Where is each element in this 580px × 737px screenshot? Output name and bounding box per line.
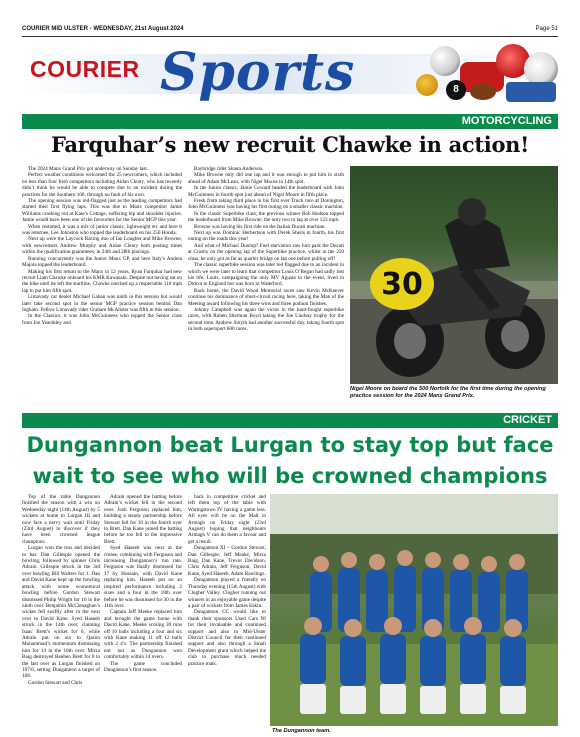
pool-ball-icon: 8 xyxy=(446,80,466,100)
article-paragraph: Dungannon XI – Gordon Stewart, Dan Gillespie, Jeff Meake, Mirza Baig, Dan Kane, Trevor Davidson, Chris Adrain, Jeff Ferguson, David Kane, Syed Haseeb, Adam Rawlings. xyxy=(188,545,266,577)
race-number: 30 xyxy=(381,267,423,302)
article-column-3 xyxy=(22,494,100,730)
article-column-4 xyxy=(104,494,182,730)
article-paragraph: Running concurrently was the Junior Manx GP, and here Italy’s Andrea Majola topped the leaderboard. xyxy=(22,255,182,269)
article-paragraph: In the classic Superbike class, the previous winner Rob Hodson topped the leaderboard from Mike Browne, the only two to lap at over 123 mph. xyxy=(188,210,344,224)
masthead-courier-logo: COURIER xyxy=(30,56,140,82)
tennis-ball-icon xyxy=(416,74,438,96)
article-column-1 xyxy=(22,166,182,411)
article-paragraph: Lurgan won the toss and decided to bat. Dan Gillespie opened the bowling, followed by spinner Chris Adrain. Gillespie struck in the 3rd over bowling Bill Walters for 1. Dan and David Kane kept up the bowling attack with some economical bowling before Gordon Stewart dismissed Philip Wright for 10 in the ninth over. Benjamin McClenaghan’s wicket fell swiftly after in the next over to David Kane. Syed Haseeb struck in the 14th over, claiming Isaac Brett’s wicket for 6, while Adrain put on six to Qasim Mohammad’s momentum dismissing him for 14 in the 10th over. Mirza Baig destroyed Reuben Brett for 0 in the last over as Lurgan finished on 107/6, setting Dungannon a target of 108. xyxy=(22,545,100,680)
golf-ball-icon xyxy=(430,46,460,76)
photo-caption-cricket: The Dungannon team. xyxy=(272,728,331,734)
article-paragraph: Making his first return to the Manx in 12 years, Ryan Farquhar had new recruit Liam Chawke onboard his KMR Kawasaki. Despite not having sat on the bike until he left the startline, Chawke notched up a respectable 110 mph lap to put him fifth spot. xyxy=(22,268,182,294)
section-bar-cricket xyxy=(22,413,558,428)
article-paragraph: The classic superbike session was later red flagged due to an incident in which we were later to learn that competitor Louis O’Regan had sadly lost his life. Louis, campaigning the only MV Agusta in the event, lived in Didcot in England but was born in Waterford. xyxy=(188,262,344,288)
article-paragraph: The game concluded Dungannon’s first season xyxy=(104,660,182,673)
article-headline-motorcycling: Farquhar’s new recruit Chawke in action! xyxy=(50,132,530,157)
masthead-sports-logo: Sports xyxy=(160,42,356,103)
article-paragraph: Perfect weather conditions welcomed the 25 newcomers, which included no less than four Irish competitors including Aidan Cleary, who has recently didn’t think he would be able to compete due to an incident during the practices for the Southern 100, through no fault of his own. xyxy=(22,172,182,198)
photo-caption-motorcycling: Nigel Moore on board the 500 Norfolk for the first time during the opening practice session for the 2024 Manx Grand Prix. xyxy=(350,386,546,399)
article-column-2 xyxy=(188,166,344,411)
article-paragraph: Back home, the David Wood Memorial races saw Kevin McKeever continue his dominance of short-circuit racing here, taking the Man of the Meeting award following his three wins and three podium finishes. xyxy=(188,287,344,307)
article-paragraph: back in competitive cricket and left them top of the table with Waringstown IV having a game less. All eyes will be on the Mall in Armagh on Friday night (23rd August) hoping that neighbours Armagh V can do them a favour and get a result. xyxy=(188,494,266,545)
article-paragraph: The 2024 Manx Grand Prix got underway on Sunday last. xyxy=(28,166,149,172)
publication-date: COURIER MID ULSTER - WEDNESDAY, 21st August 2024 xyxy=(22,26,184,32)
article-headline-cricket: Dungannon beat Lurgan to stay top but face wait to see who will be crowned champions xyxy=(26,433,554,488)
section-label: CRICKET xyxy=(503,414,552,426)
article-paragraph: Dungannon played a friendly on Thursday evening (15th August) with Clogher Valley. Clogher running out winners in an enjoyable game despite a pair of wickets from James Eakin. xyxy=(188,577,266,609)
article-paragraph: In the Junior classic, Jamie Coward headed the leaderboard with John McGuinness in fourth spot just ahead of Nigel Moore in fifth place. xyxy=(188,185,344,198)
article-paragraph: Adrain opened the batting before Adrain’s wicket fell in the second over. Josh Ferguson replaced him, building a steady partnership before Stewart fell for 10 in the fourth over to Brett. Dan Kane joined the batting before he too fell to the impressive Brett. xyxy=(104,494,182,545)
article-paragraph: Limavady car dealer Michael Gahan was ninth in this session but would later take second spot in the senior MGP practice session behind Dan Ingham. Fellow Limavady rider Graham McAlister was fifth in this session. xyxy=(22,294,182,313)
football-icon xyxy=(524,52,558,86)
header-rule xyxy=(22,36,558,37)
article-paragraph: Browne was having his first ride on the Italian Ducati machine. xyxy=(194,223,326,230)
cricket-team-photo xyxy=(270,494,558,726)
motorcycle-illustration xyxy=(350,166,558,384)
racing-car-icon xyxy=(506,82,556,102)
article-paragraph: Baybridge rider Shaun Anderson. xyxy=(194,166,264,172)
rugby-ball-icon xyxy=(470,84,496,100)
article-paragraph: When restarted, it was a mix of junior classic, lightweight etc and here it was returnee, Lee Johnston who topped the leaderboard on his 250 Honda. xyxy=(22,223,182,237)
section-bar-motorcycling xyxy=(22,114,558,129)
page-number: Page 51 xyxy=(535,26,558,32)
team-illustration xyxy=(270,494,558,726)
page-header xyxy=(22,26,558,36)
article-paragraph: Fresh from taking third place in his first ever Truck race at Donington, John McGuinness was having his first outing on a smaller classic machine. xyxy=(188,198,344,211)
article-paragraph: The opening session was red-flagged just as the leading competitors had started their first flying laps. This was due to Manx competitor Jamie Williams crashing out at Kate’s Cottage, suffering hip and shoulder injuries. Jamie would have been one of the favourites for the Senior MGP this year. xyxy=(22,198,182,224)
article-paragraph: Next up were the Laycock Racing duo of Ian Lougher and Mike Browne, with newcomers Andrew Murphy and Aidan Cleary both posting times within the qualification guarantees, in 24th and 28th placings. xyxy=(22,236,182,256)
article-paragraph: In the Classics, it was John McGuinness who topped the Senior class from Joe Yeardsley and xyxy=(22,313,182,326)
article-paragraph: Johnny Campbell was again the victor in the hard-fought superbike races, with Ruben Sherman Boyd taking the Joe Lindsay trophy for the second time. Andrew Smyth had another successful day, taking fourth spot in both supersport 600 races. xyxy=(188,306,344,333)
article-paragraph: Syed Haseeb was next at the crease, combining with Ferguson and increasing Dungannon’s run rate. Ferguson was finally dismissed for 17 by Hossain, with David Kane replacing him. Haseeb put on an inspired performance including 2 sixes and a four in the 18th over before he was dismissed for 30 in the 11th over. xyxy=(104,545,182,609)
article-column-5 xyxy=(188,494,266,730)
motorcycle-photo xyxy=(350,166,558,384)
article-paragraph: Top of the table Dungannon finished the season with a win on Wednesday night (14th August) by 5 wickets at home to Lurgan III and now face a nervy wait until Friday (23rd August) to discover if they have been crowned league champions. xyxy=(22,494,100,545)
article-paragraph: Next up was Dominic Herbertson with Derek Sheils in fourth, his first outing on the roads this year! xyxy=(188,230,344,243)
article-paragraph: Captain Jeff Meeke replaced him and brought the game home with David Kane, Meeke scoring 20 runs off 16 balls including a four and six with Kane making 11 off 12 balls with 2 4’s. The partnership finished not out as Dungannon won comfortably within 14 overs. xyxy=(104,609,182,661)
article-paragraph: And what of Michael Dunlop? Fuel starvation saw him park the Ducati at Crosby on the opening lap of the Superbike practice, whilst in the 250 class, he only got as far as quarter bridge on lap one before pulling off! xyxy=(188,242,344,262)
sports-masthead xyxy=(22,40,558,112)
article-paragraph: Mike Browne only did one lap and it was enough to put him in sixth ahead of Adam McLean, with Nigel Moore in 14th spot. xyxy=(188,172,344,185)
article-paragraph: Dungannon CC would like to thank their sponsors Used Cars NI for their invaluable and continued support and also to Mid-Ulster District Council for their continued support and also through a Small Development grant which helped the club to purchase much needed practice mats. xyxy=(188,609,266,667)
section-label: MOTORCYCLING xyxy=(461,115,552,127)
article-paragraph: Gordon Stewart and Chris xyxy=(28,679,83,686)
